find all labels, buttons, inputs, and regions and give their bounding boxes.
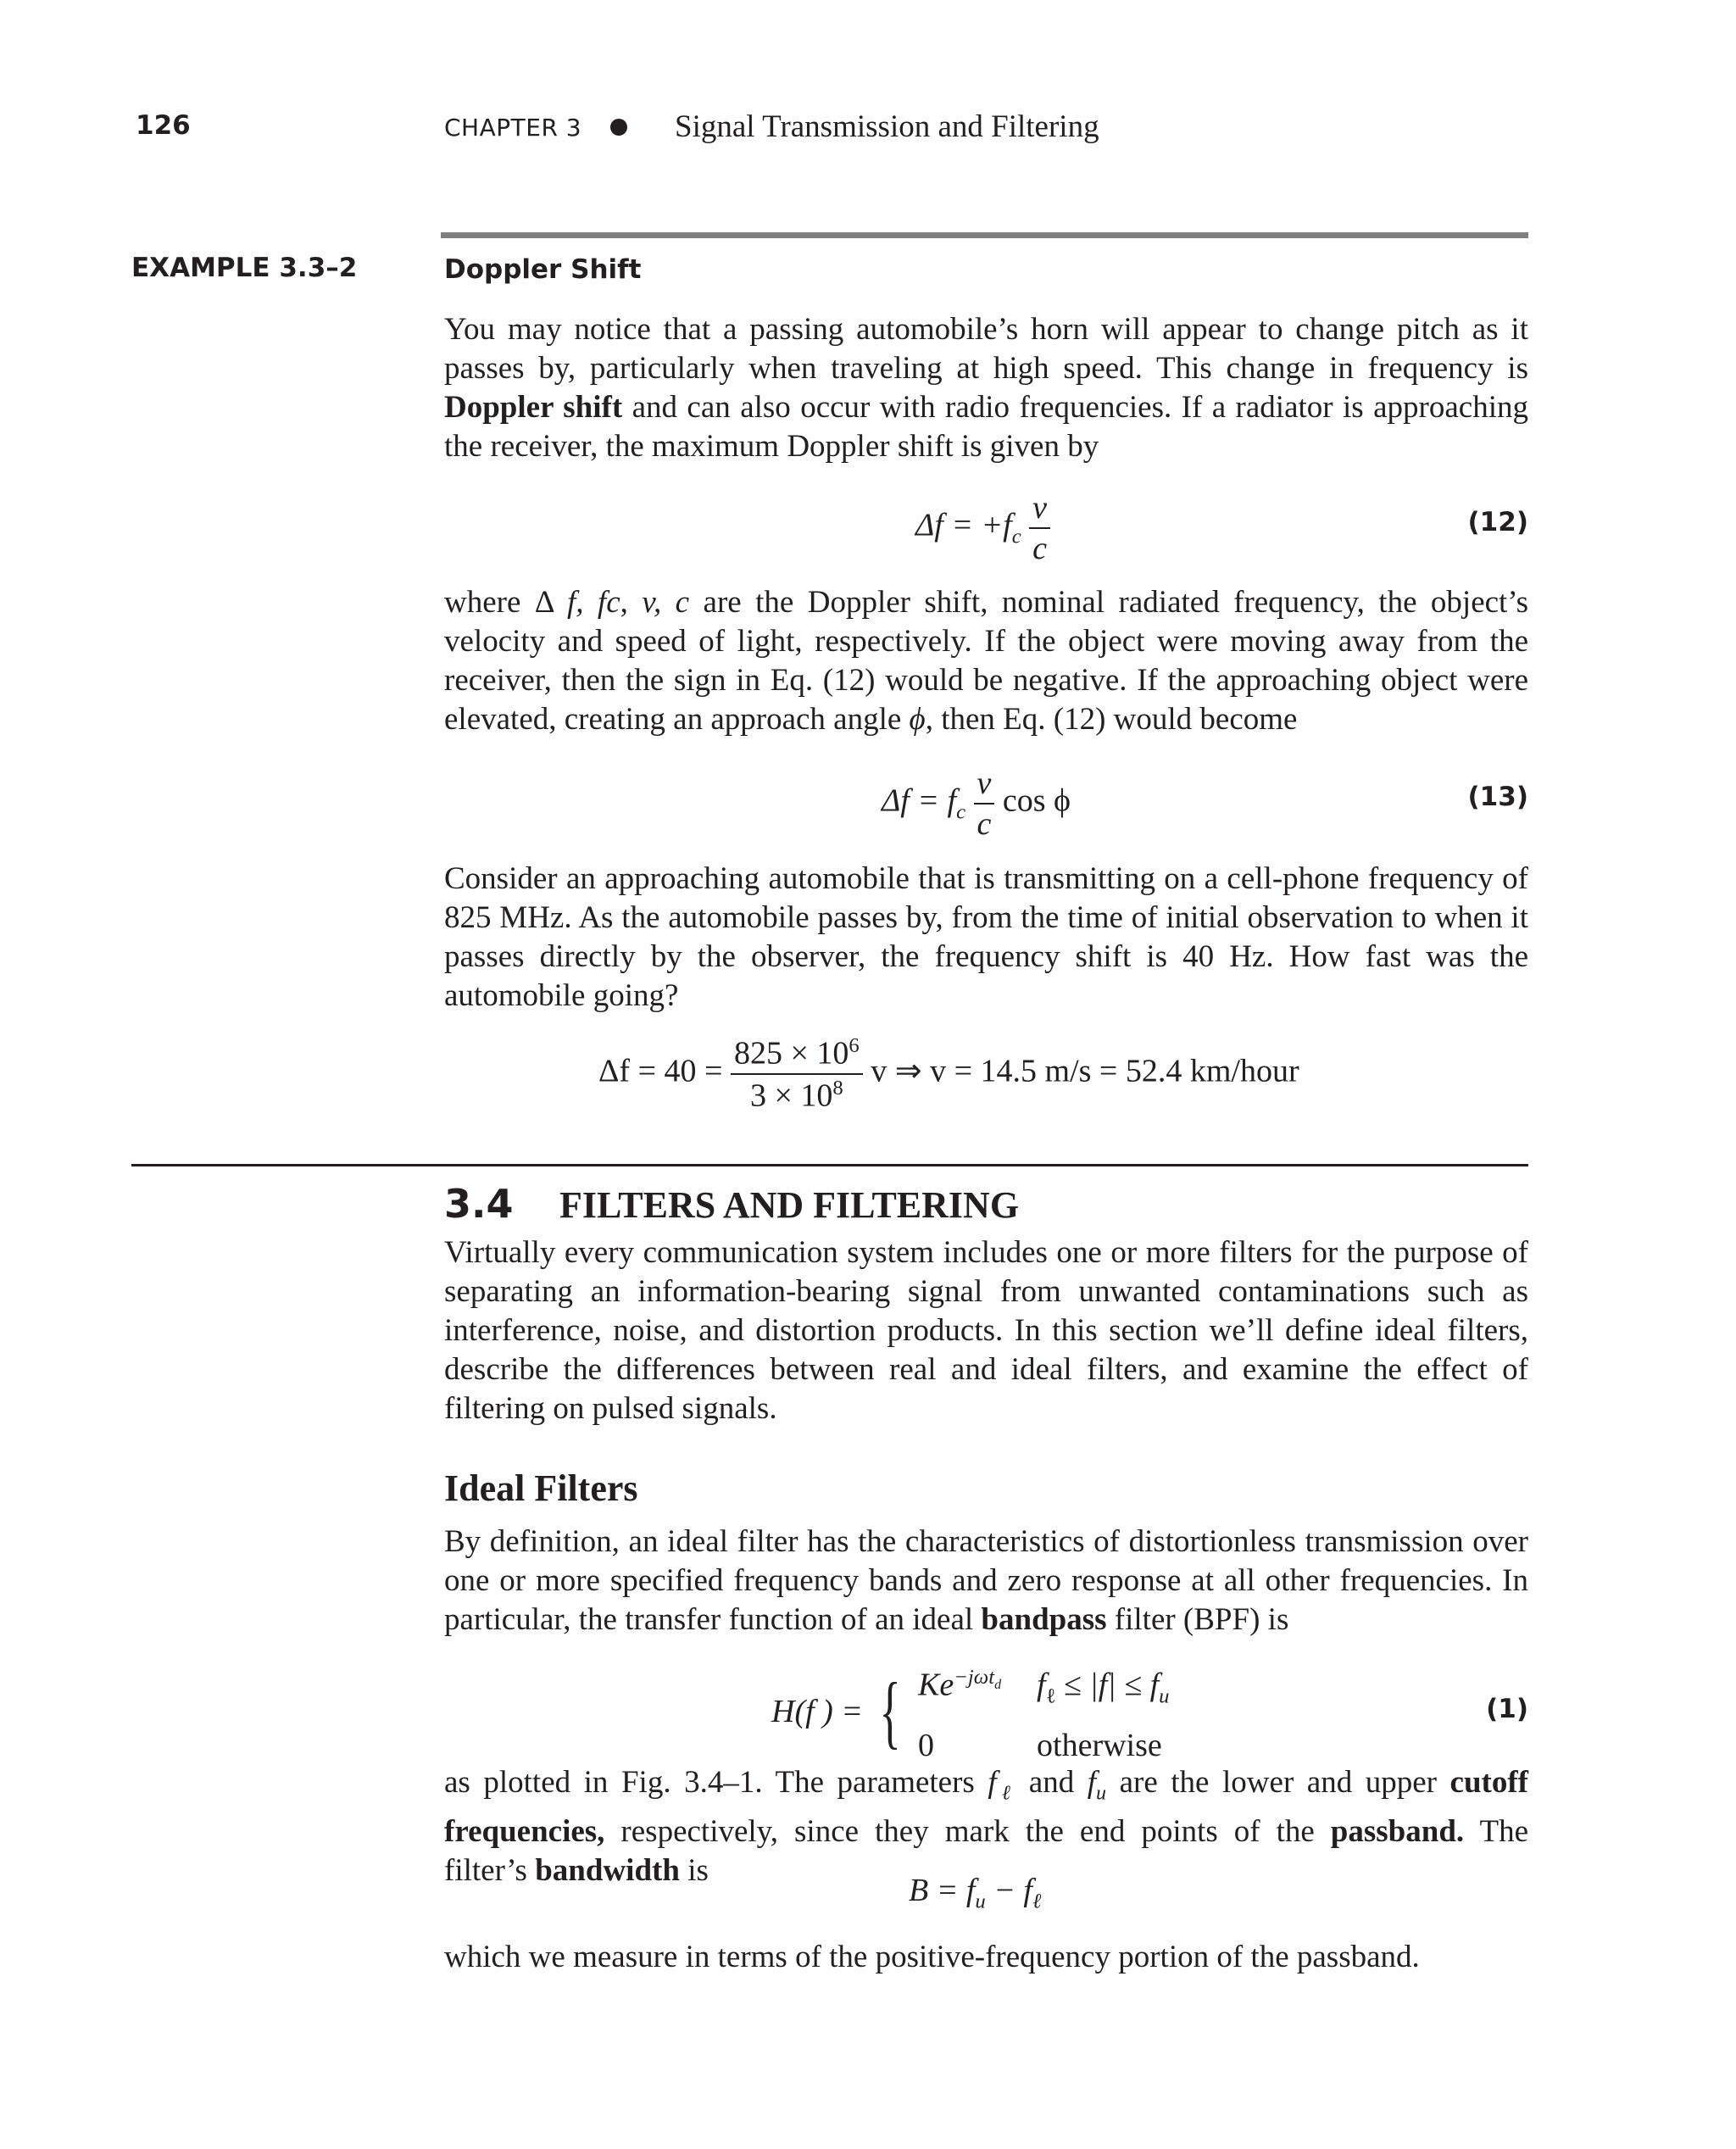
equation-1-number: (1) [1486, 1694, 1528, 1724]
equation-12-fraction: $\frac{v}{c}$ [1029, 492, 1050, 565]
equation-13-fraction: $\frac{v}{c}$ [974, 767, 995, 840]
section-title: FILTERS AND FILTERING [559, 1184, 1020, 1226]
subsection-heading: Ideal Filters [444, 1467, 638, 1509]
equation-calculation-fraction: $\frac{825 \times 10^6}{3 \times 10^8}$ [731, 1036, 863, 1111]
equation-bandwidth: $B = f_u - f_\ell$ [909, 1873, 1042, 1913]
section-paragraph-2: By definition, an ideal filter has the characteristics of distortionless transmission over one or more specified frequency bands and zero response at all other frequencies. In particular, the transfer function of an ideal bandpass filter (BPF) is [444, 1524, 1528, 1637]
page-number: 126 [136, 110, 191, 141]
example-paragraph-1: You may notice that a passing automobile’s horn will appear to change pitch as it passes by, particularly when traveling at high speed. This change in frequency is Doppler shift and can also occur with radio frequencies. If a radiator is approaching the receiver, the maximum Doppler shift is given by [444, 312, 1528, 464]
header-bullet [610, 119, 627, 136]
section-rule [131, 1164, 1528, 1166]
example-title: Doppler Shift [444, 254, 642, 285]
example-label: EXAMPLE 3.3–2 [131, 253, 358, 283]
equation-13: $\Delta f = f_c$ $\frac{v}{c}$ cos ϕ [882, 766, 1071, 842]
equation-12-number: (12) [1467, 507, 1528, 537]
chapter-title: Signal Transmission and Filtering [675, 109, 1099, 144]
section-paragraph-4: which we measure in terms of the positive-frequency portion of the passband. [444, 1940, 1420, 1974]
example-top-rule [441, 232, 1528, 238]
equation-13-number: (13) [1467, 782, 1528, 812]
example-paragraph-3: Consider an approaching automobile that is transmitting on a cell-phone frequency of 825 MHz. As the automobile passes by, from the time of initial observation to when it passes directly by the observer, the frequency shift is 40 Hz. How fast was the automobile going? [444, 861, 1528, 1013]
equation-1-cases: $Ke^{-j\omega t_d}$ $f_\ell \le |f| \le f_u$ 0 otherwise [918, 1666, 1170, 1764]
example-paragraph-2: where Δ f, fc, v, c are the Doppler shift, nominal radiated frequency, the object’s velocity and speed of light, respectively. If the object were moving away from the receiver, then the sign in Eq. (12) would be negative. If the approaching object were elevated, creating an approach angle ϕ, then Eq. (12) would become [444, 585, 1529, 737]
section-number: 3.4 [444, 1181, 514, 1227]
equation-1: H(f ) = { $Ke^{-j\omega t_d}$ $f_\ell \le |f| \le f_u$ 0 otherwise [771, 1653, 1169, 1770]
equation-12: $\Delta f = +f_c$ $\frac{v}{c}$ [915, 492, 1050, 565]
equation-1-brace: { [879, 1666, 902, 1757]
section-paragraph-1: Virtually every communication system includes one or more filters for the purpose of separating an information-bearing signal from unwanted contaminations such as interference, noise, and distortion products. In this section we’ll define ideal filters, describe the differences between real and ideal filters, and examine the effect of filtering on pulsed signals. [444, 1235, 1528, 1426]
chapter-label: CHAPTER 3 [444, 114, 582, 142]
equation-calculation: Δf = 40 = $\frac{825 \times 10^6}{3 \times 10^8}$ v ⇒ v = 14.5 m/s = 52.4 km/hour [598, 1034, 1299, 1114]
section-paragraph-3: as plotted in Fig. 3.4–1. The parameters $f_\ell$ and $f_u$ are the lower and upper cutoff frequencies, respectively, since they mark the end points of the passband. The filter’s bandwidth is [444, 1765, 1529, 1889]
